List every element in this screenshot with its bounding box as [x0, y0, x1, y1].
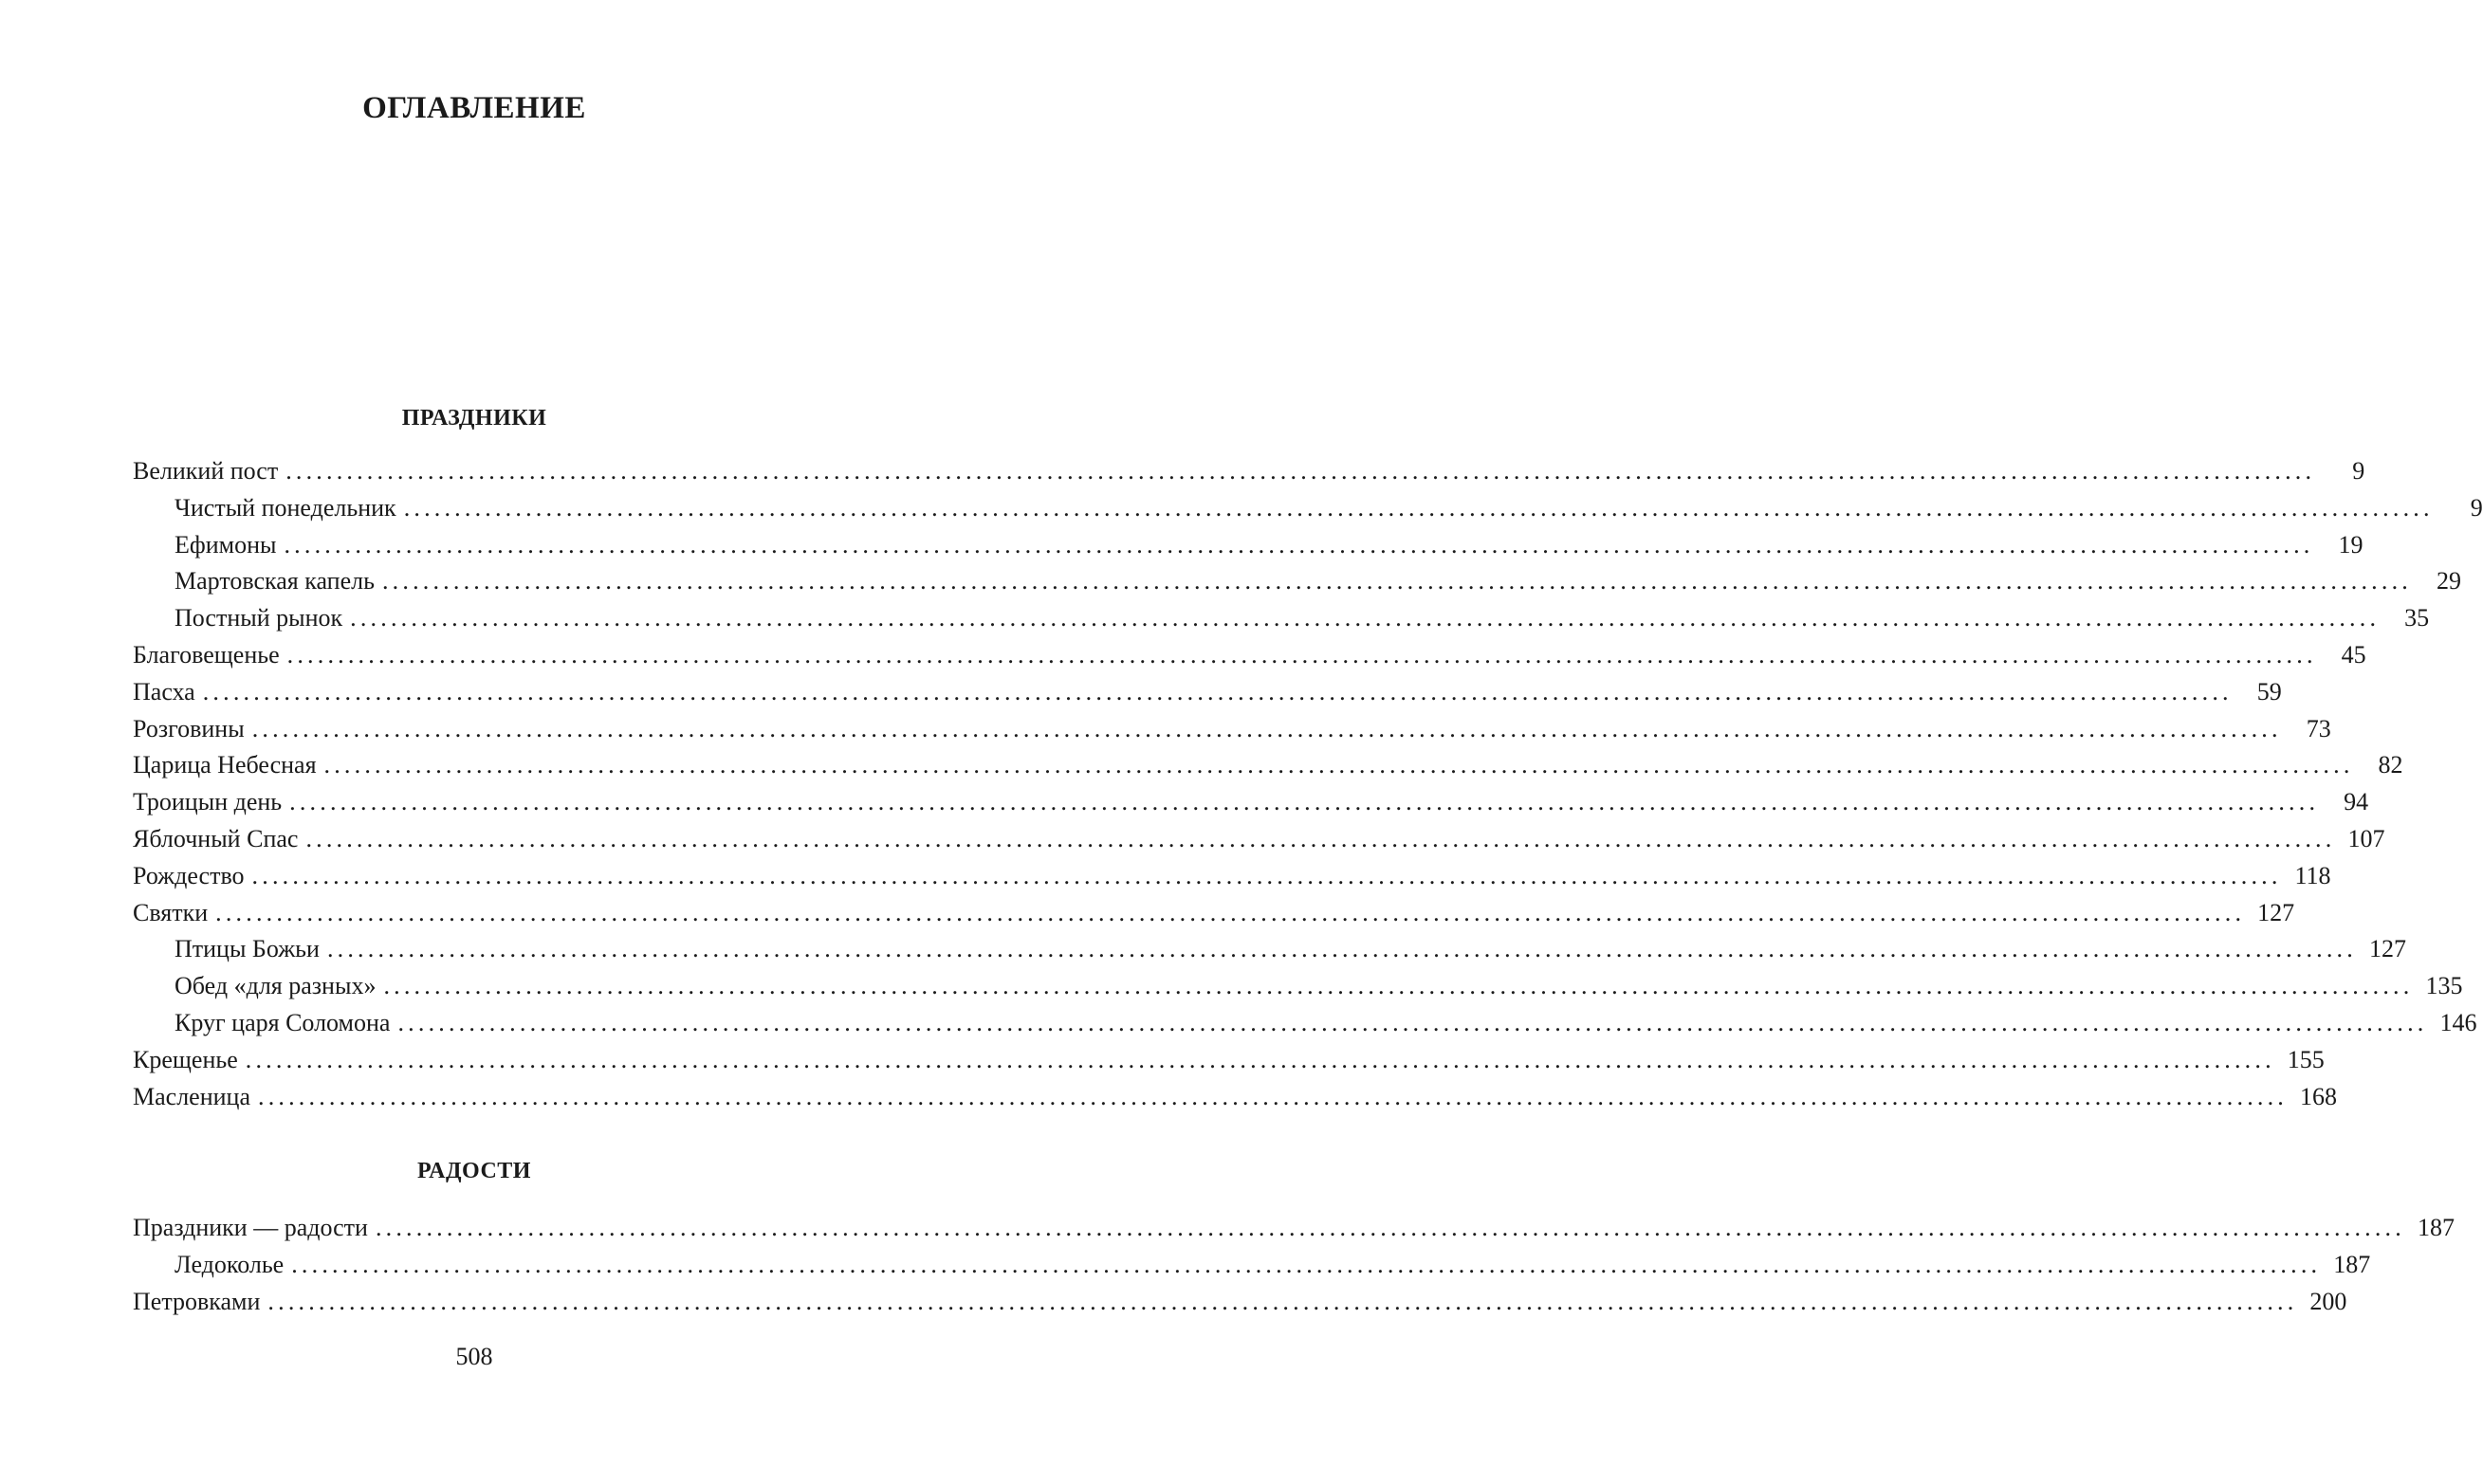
- toc-dot-leader: ........................................................................................................................................................................................................: [375, 1214, 2405, 1241]
- toc-entry-page: 35: [2404, 604, 2430, 632]
- toc-dot-leader: ........................................................................................................................................................................................................: [397, 1008, 2428, 1036]
- page-number: 508: [455, 1343, 493, 1370]
- toc-entry: [133, 895, 2295, 932]
- toc-entry: [133, 527, 2363, 564]
- toc-entry: [133, 931, 2406, 968]
- toc-dot-leader: ........................................................................................................................................................................................................: [326, 935, 2357, 963]
- toc-entry: [133, 1247, 2371, 1284]
- toc-entry: [133, 600, 2430, 637]
- toc-entry-page: 187: [2333, 1250, 2371, 1278]
- toc-entry-title: Петровками: [133, 1287, 261, 1315]
- toc-dot-leader: ........................................................................................................................................................................................................: [403, 493, 2434, 522]
- toc-dot-leader: ........................................................................................................................................................................................................: [350, 604, 2381, 632]
- toc-dot-leader: ........................................................................................................................................................................................................: [202, 677, 2233, 705]
- toc-entry-title: Масленица: [133, 1082, 250, 1110]
- toc-entry: [133, 858, 2331, 895]
- toc-entry: [133, 674, 2282, 711]
- toc-entry-page: 155: [2287, 1045, 2325, 1073]
- toc-entry-title: Святки: [133, 898, 209, 926]
- toc-entry-page: 9: [2352, 457, 2365, 485]
- toc-entry: [133, 1284, 2347, 1321]
- toc-dot-leader: ........................................................................................................................................................................................................: [258, 1082, 2288, 1110]
- toc-entry: [133, 968, 2463, 1005]
- toc-entry-page: 19: [2338, 530, 2363, 559]
- toc-entry-title: Розговины: [133, 714, 245, 742]
- toc-entry-page: 118: [2294, 861, 2331, 889]
- toc-dot-leader: ........................................................................................................................................................................................................: [286, 640, 2317, 669]
- toc-entry-title: Обед «для разных»: [175, 972, 377, 1000]
- toc-dot-leader: ........................................................................................................................................................................................................: [305, 824, 2336, 852]
- toc-entry-page: 45: [2341, 640, 2366, 669]
- section-title-holidays: ПРАЗДНИКИ: [401, 406, 547, 431]
- toc-entry-page: 200: [2309, 1287, 2347, 1315]
- toc-entry-title: Рождество: [133, 861, 245, 889]
- toc-entry-page: 127: [2368, 935, 2406, 963]
- toc-entry-page: 59: [2256, 677, 2282, 705]
- toc-entry-page: 135: [2425, 972, 2463, 1000]
- toc-dot-leader: ........................................................................................................................................................................................................: [323, 751, 2354, 779]
- toc-entry-page: 187: [2417, 1214, 2455, 1241]
- toc-entry-page: 29: [2436, 567, 2461, 595]
- toc-entry-page: 82: [2378, 751, 2403, 779]
- toc-entry-title: Троицын день: [133, 788, 283, 816]
- toc-entry: [133, 453, 2365, 490]
- toc-entry: [133, 747, 2403, 784]
- toc-entry-title: Царица Небесная: [133, 751, 317, 779]
- toc-entry: [133, 821, 2385, 858]
- toc-entry-title: Ледоколье: [175, 1250, 285, 1278]
- page-title: ОГЛАВЛЕНИЕ: [362, 91, 586, 125]
- toc-entry-title: Ефимоны: [175, 530, 277, 559]
- toc-entry: [133, 1079, 2337, 1116]
- toc-entry: [133, 1005, 2477, 1042]
- toc-entry: [133, 490, 2483, 527]
- toc-list-joys: [133, 1210, 2455, 1320]
- toc-dot-leader: ........................................................................................................................................................................................................: [381, 567, 2412, 595]
- toc-entry: [133, 784, 2369, 821]
- toc-dot-leader: ........................................................................................................................................................................................................: [215, 898, 2246, 926]
- toc-entry-title: Благовещенье: [133, 640, 280, 669]
- toc-entry-page: 73: [2306, 714, 2331, 742]
- toc-dot-leader: ........................................................................................................................................................................................................: [251, 861, 2282, 889]
- toc-entry-title: Мартовская капель: [175, 567, 375, 595]
- toc-entry-title: Праздники — радости: [133, 1214, 368, 1241]
- toc-dot-leader: ........................................................................................................................................................................................................: [245, 1045, 2275, 1073]
- toc-entry: [133, 1042, 2325, 1079]
- toc-list-holidays: [133, 453, 2483, 1115]
- toc-entry: [133, 1210, 2455, 1247]
- toc-entry-title: Крещенье: [133, 1045, 238, 1073]
- toc-entry: [133, 637, 2366, 674]
- toc-entry: [133, 711, 2331, 748]
- toc-entry-page: 127: [2257, 898, 2295, 926]
- toc-dot-leader: ........................................................................................................................................................................................................: [284, 530, 2314, 559]
- toc-dot-leader: ........................................................................................................................................................................................................: [291, 1250, 2322, 1278]
- toc-entry-page: 168: [2300, 1082, 2337, 1110]
- toc-dot-leader: ........................................................................................................................................................................................................: [267, 1287, 2298, 1315]
- toc-entry-page: 9: [2470, 493, 2483, 522]
- toc-entry-title: Круг царя Соломона: [175, 1008, 391, 1036]
- toc-dot-leader: ........................................................................................................................................................................................................: [285, 457, 2316, 485]
- toc-entry-page: 107: [2347, 824, 2385, 852]
- toc-entry-title: Яблочный Спас: [133, 824, 299, 852]
- toc-entry-title: Постный рынок: [175, 604, 343, 632]
- toc-entry: [133, 563, 2461, 600]
- toc-entry-page: 94: [2344, 788, 2369, 816]
- toc-dot-leader: ........................................................................................................................................................................................................: [251, 714, 2282, 742]
- toc-dot-leader: ........................................................................................................................................................................................................: [383, 972, 2414, 1000]
- section-title-joys: РАДОСТИ: [417, 1159, 531, 1183]
- toc-entry-title: Чистый понедельник: [175, 493, 396, 522]
- toc-dot-leader: ........................................................................................................................................................................................................: [289, 788, 2320, 816]
- toc-entry-title: Великий пост: [133, 457, 279, 485]
- toc-entry-page: 146: [2439, 1008, 2477, 1036]
- toc-entry-title: Пасха: [133, 677, 195, 705]
- toc-entry-title: Птицы Божьи: [175, 935, 320, 963]
